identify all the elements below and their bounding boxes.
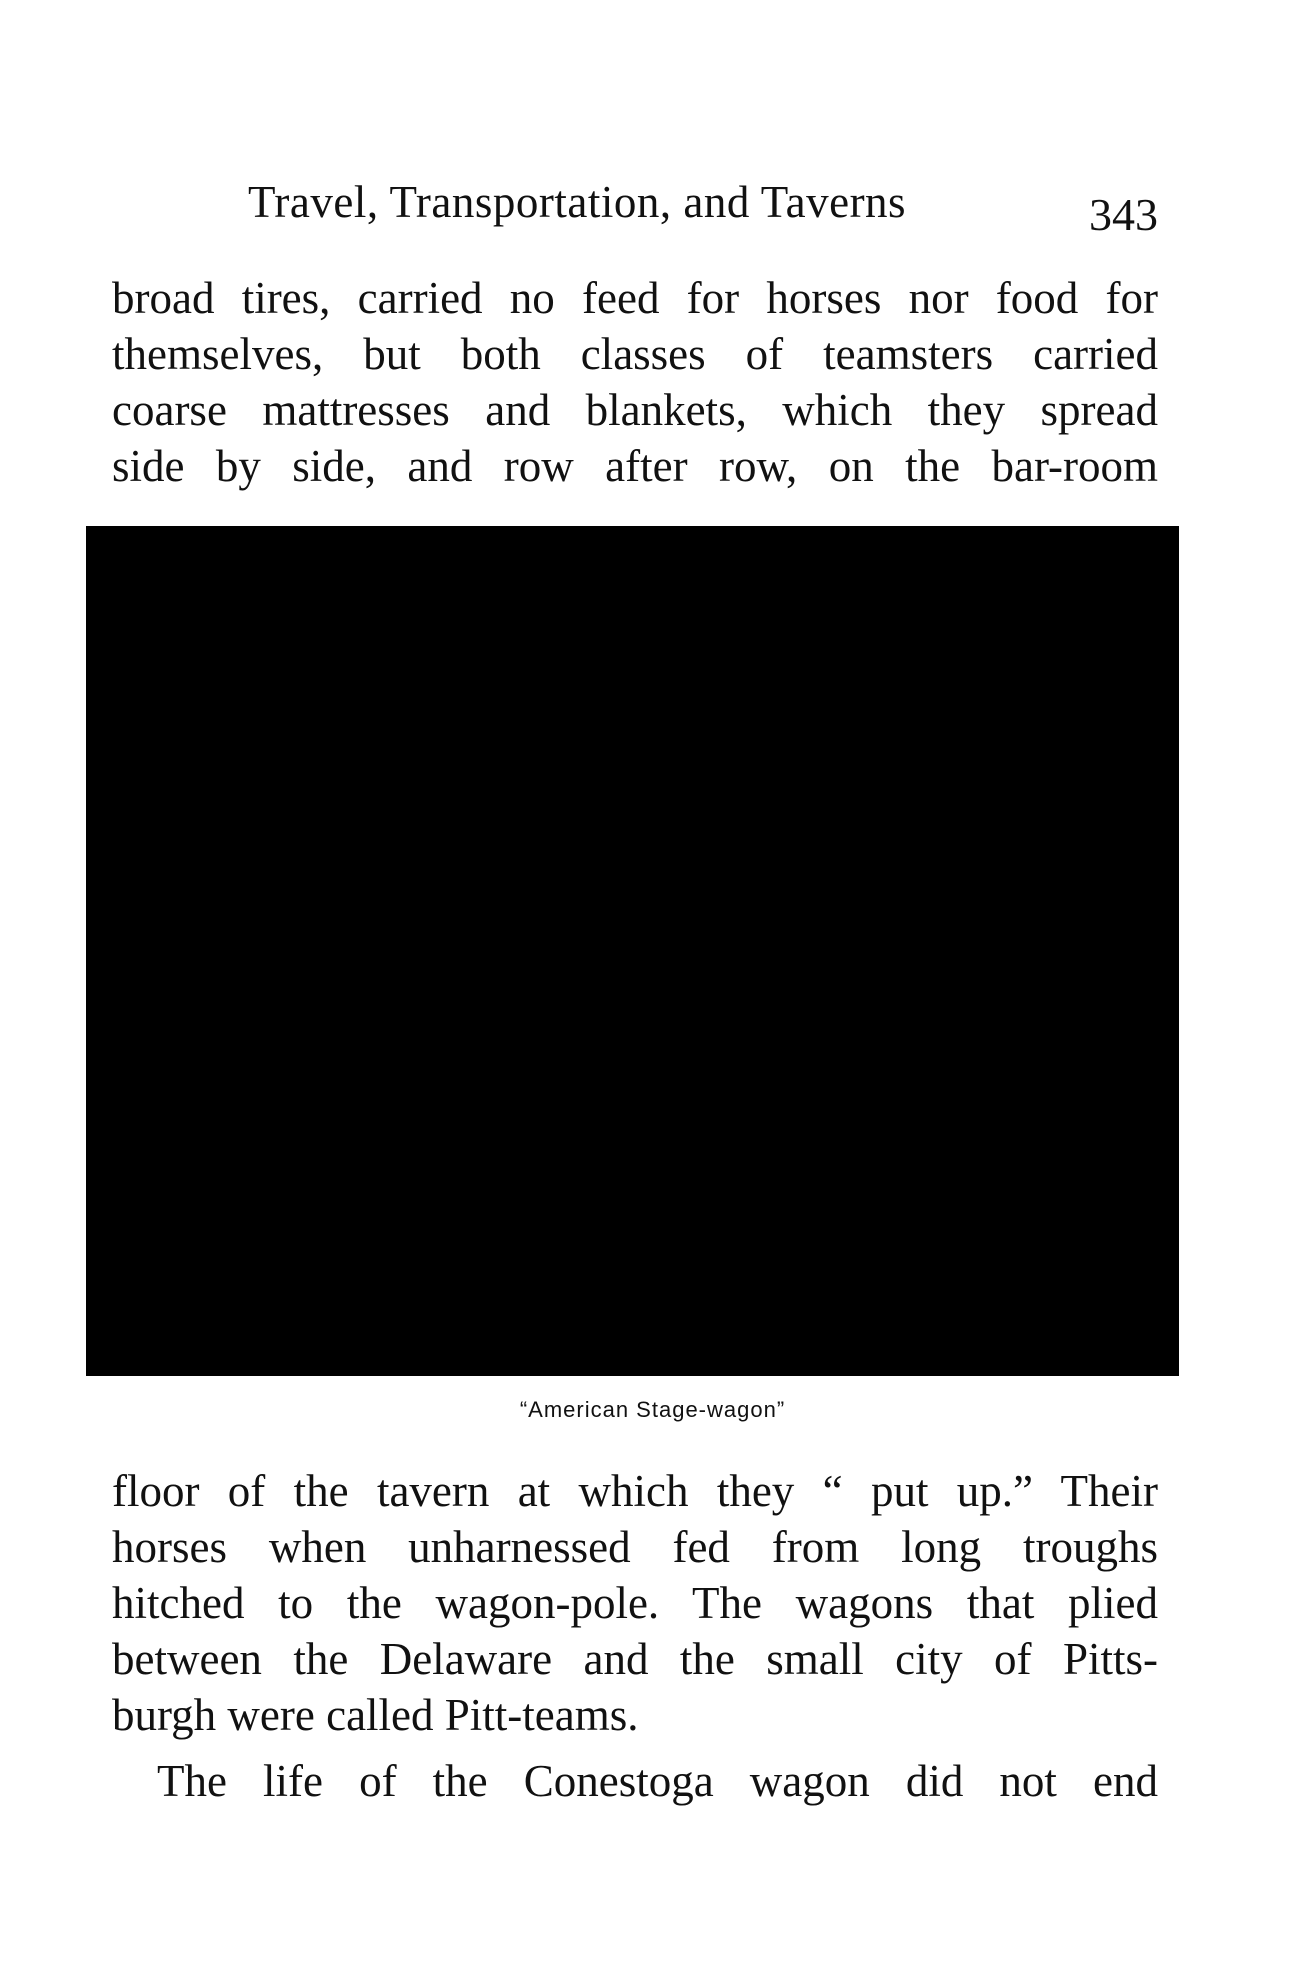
paragraph-bottom <box>112 1463 1158 1743</box>
running-title: Travel, Transportation, and Taverns <box>248 177 907 227</box>
figure-caption: “American Stage-wagon” <box>519 1397 786 1422</box>
text-line: broad tires, carried no feed for horses nor food for <box>112 273 1158 323</box>
text-line: coarse mattresses and blankets, which they spread <box>112 385 1158 435</box>
running-head <box>248 176 1158 240</box>
page-number: 343 <box>1089 189 1158 240</box>
text-line: The life of the Conestoga wagon did not end <box>157 1756 1158 1806</box>
text-line: burgh were called Pitt-teams. <box>112 1690 639 1740</box>
paragraph-final <box>112 1753 1158 1809</box>
text-line: hitched to the wagon-pole. The wagons that plied <box>112 1578 1158 1628</box>
paragraph-top <box>112 270 1158 494</box>
text-line: floor of the tavern at which they “ put up.” Their <box>112 1466 1158 1516</box>
stage-wagon-illustration <box>86 526 1179 1376</box>
text-line: horses when unharnessed fed from long troughs <box>112 1522 1158 1572</box>
text-line: between the Delaware and the small city of Pitts- <box>112 1634 1158 1684</box>
text-line: side by side, and row after row, on the bar-room <box>112 441 1158 491</box>
text-line: themselves, but both classes of teamsters carried <box>112 329 1158 379</box>
